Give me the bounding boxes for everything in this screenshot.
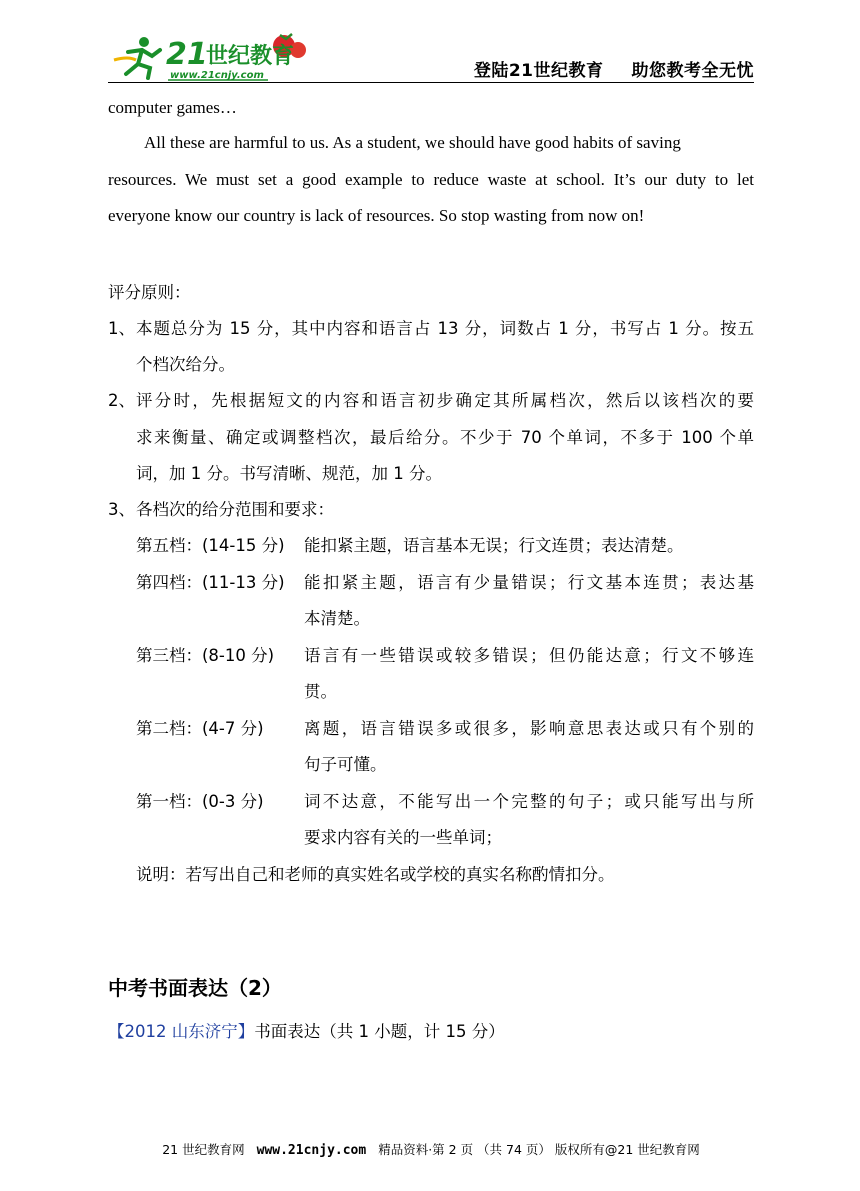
tier-label: 第三档：(8-10 分) bbox=[136, 646, 275, 665]
tier-desc: 能扣紧主题，语言基本无误；行文连贯；表达清楚。 bbox=[304, 536, 684, 555]
tier-desc: 能扣紧主题，语言有少量错误；行文基本连贯；表达基 bbox=[304, 573, 754, 592]
logo-text: 世纪教育 bbox=[206, 44, 295, 69]
logo-url: www.21cnjy.com bbox=[170, 70, 264, 81]
header-divider bbox=[108, 82, 754, 83]
footer-right: 精品资料·第 2 页 （共 74 页） 版权所有@21 世纪教育网 bbox=[378, 1142, 700, 1157]
svg-text:21: 21 bbox=[166, 37, 208, 72]
grading-item-text: 本题总分为 15 分，其中内容和语言占 13 分，词数占 1 分，书写占 1 分。按五 bbox=[136, 319, 754, 338]
section-title: 中考书面表达（2） bbox=[108, 976, 282, 1000]
tier-desc: 本清楚。 bbox=[304, 609, 370, 628]
tier-desc: 贯。 bbox=[304, 682, 337, 701]
tier-desc: 离题，语言错误多或很多，影响意思表达或只有个别的 bbox=[304, 719, 754, 738]
footer-left: 21 世纪教育网 bbox=[162, 1142, 245, 1157]
grading-item-text: 个档次给分。 bbox=[136, 355, 235, 374]
grading-item-text: 求来衡量、确定或调整档次，最后给分。不少于 70 个单词，不多于 100 个单 bbox=[136, 428, 754, 447]
essay-line: everyone know our country is lack of resources. So stop wasting from now on! bbox=[108, 206, 645, 225]
tier-desc: 句子可懂。 bbox=[304, 755, 387, 774]
grading-item-text: 各档次的给分范围和要求： bbox=[136, 500, 334, 519]
source-text: 书面表达（共 1 小题，计 15 分） bbox=[254, 1022, 505, 1041]
tier-label: 第二档：(4-7 分) bbox=[136, 719, 264, 738]
essay-line: resources. We must set a good example to reduce waste at school. It’s our duty to let bbox=[108, 170, 754, 189]
site-logo[interactable] bbox=[108, 30, 308, 82]
tier-label: 第一档：(0-3 分) bbox=[136, 792, 264, 811]
tier-desc: 词不达意，不能写出一个完整的句子；或只能写出与所 bbox=[304, 792, 754, 811]
tier-desc: 语言有一些错误或较多错误；但仍能达意；行文不够连 bbox=[304, 646, 754, 665]
essay-line: All these are harmful to us. As a student, we should have good habits of saving bbox=[144, 133, 681, 152]
logo-graphic bbox=[108, 30, 308, 82]
essay-line: computer games… bbox=[108, 98, 237, 117]
source-tag[interactable]: 【2012 山东济宁】 bbox=[108, 1022, 255, 1041]
page-header bbox=[108, 30, 754, 84]
grading-item-text: 评分时，先根据短文的内容和语言初步确定其所属档次，然后以该档次的要 bbox=[136, 391, 754, 410]
tier-desc: 要求内容有关的一些单词； bbox=[304, 828, 502, 847]
tier-label: 第五档：(14-15 分) bbox=[136, 536, 285, 555]
tier-label: 第四档：(11-13 分) bbox=[136, 573, 285, 592]
grading-item-text: 词，加 1 分。书写清晰、规范，加 1 分。 bbox=[136, 464, 442, 483]
question-source bbox=[108, 1018, 505, 1042]
grading-note: 说明：若写出自己和老师的真实姓名或学校的真实名称酌情扣分。 bbox=[136, 865, 615, 884]
page-footer bbox=[108, 1140, 754, 1158]
footer-site-link[interactable]: www.21cnjy.com bbox=[256, 1143, 367, 1158]
grading-title: 评分原则： bbox=[108, 283, 191, 302]
header-slogan bbox=[474, 56, 754, 81]
slogan-left: 登陆21世纪教育 bbox=[473, 61, 604, 81]
slogan-right: 助您教考全无忧 bbox=[631, 61, 754, 81]
